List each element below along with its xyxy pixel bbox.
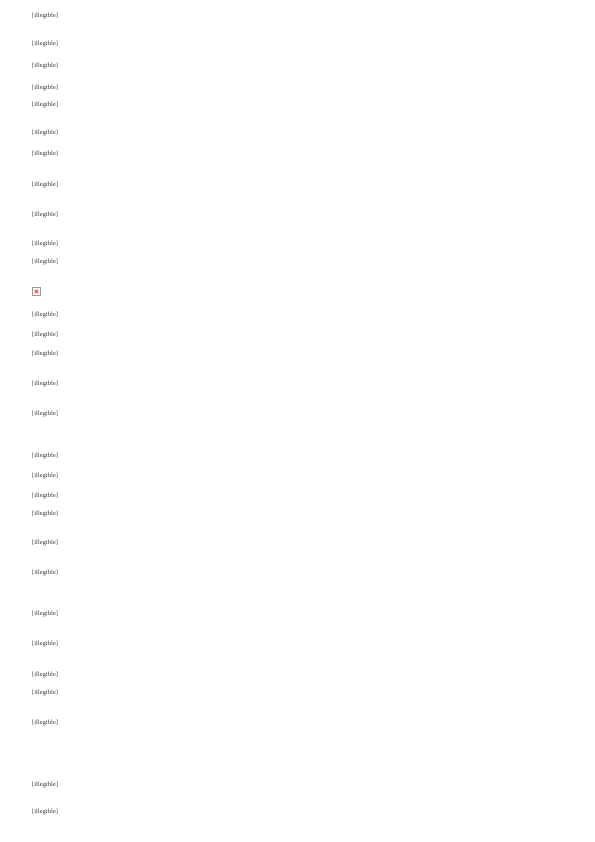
paragraph: [illegible] (32, 240, 58, 247)
paragraph: [illegible] (32, 719, 58, 726)
paragraph: [illegible] (32, 472, 58, 479)
paragraph: [illegible] (32, 671, 58, 678)
paragraph: [illegible] (32, 510, 58, 517)
figure-legend: [illegible] (32, 331, 58, 338)
paragraph: [illegible] (32, 808, 58, 815)
paragraph: [illegible] (32, 610, 58, 617)
formula: [illegible] (32, 452, 58, 459)
paragraph: [illegible] (32, 539, 58, 546)
paragraph: [illegible] (32, 211, 58, 218)
paragraph: [illegible] (32, 492, 58, 499)
figure-caption: [illegible] (32, 311, 58, 318)
paragraph: [illegible] (32, 84, 58, 91)
paragraph: [illegible] (32, 640, 58, 647)
paragraph: [illegible] (32, 129, 58, 136)
paragraph: [illegible] (32, 62, 58, 69)
paragraph: [illegible] (32, 258, 58, 265)
paragraph: [illegible] (32, 12, 58, 19)
broken-image-icon (32, 287, 41, 296)
paragraph: [illegible] (32, 350, 58, 357)
paragraph: [illegible] (32, 689, 58, 696)
paragraph: [illegible] (32, 181, 58, 188)
paragraph: [illegible] (32, 569, 58, 576)
paragraph: [illegible] (32, 101, 58, 108)
paragraph: [illegible] (32, 380, 58, 387)
paragraph: [illegible] (32, 40, 58, 47)
paragraph: [illegible] (32, 781, 58, 788)
paragraph: [illegible] (32, 410, 58, 417)
paragraph: [illegible] (32, 150, 58, 157)
